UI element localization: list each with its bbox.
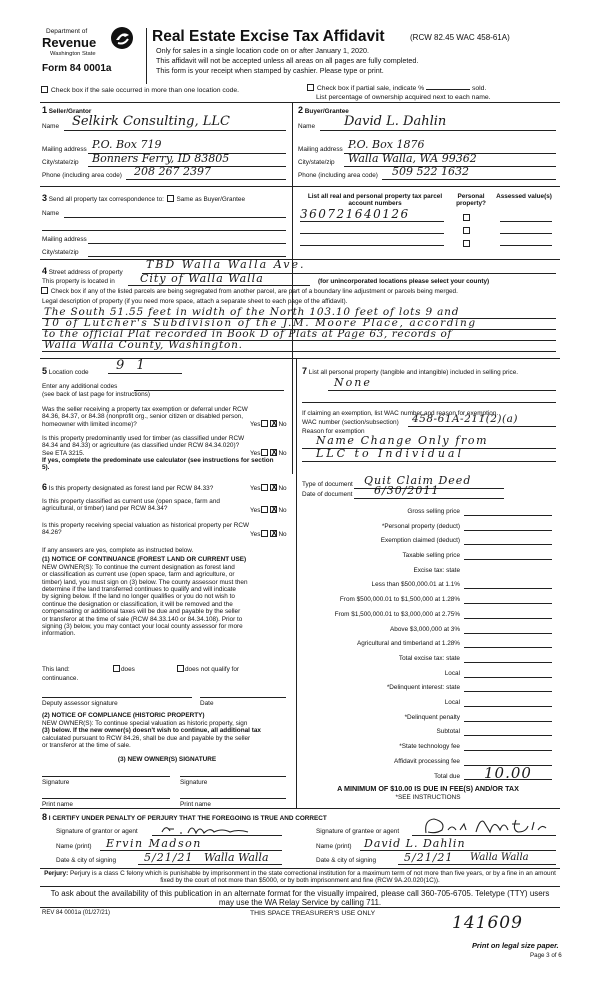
tax-row <box>298 608 560 623</box>
revenue-logo-icon <box>110 26 134 50</box>
tax-row <box>298 652 560 667</box>
parcels-col1-header: List all real and personal property tax parcel account numbers <box>307 193 443 208</box>
tax-row <box>298 696 560 711</box>
personal-property-label: 7 List all personal property (tangible and intangible) included in selling price. <box>302 366 519 376</box>
deputy-date-label: Date <box>200 700 214 707</box>
tax-row <box>298 593 560 608</box>
header-note-3: This form is your receipt when stamped by cashier. Please type or print. <box>156 66 384 75</box>
legal-line-2[interactable]: 10 of Lutcher's Subdivision of the J.M. Moore Place, according <box>44 317 477 329</box>
tax-row <box>298 623 560 638</box>
buyer-heading: 2 Buyer/Grantee <box>298 105 349 115</box>
tax-row-value[interactable] <box>464 696 552 707</box>
partial-sale-checkbox[interactable] <box>307 84 314 91</box>
current-use-yes-checkbox[interactable] <box>261 506 268 513</box>
segregation-row: Check box if any of the listed parcels are being segregated from another parcel, are part of a boundary line adjustment or parcels being merged. <box>40 287 458 295</box>
timber-question: Is this property predominantly used for timber (as classified under RCW 84.34 and 84.33) or agriculture (as classified under RCW 84.34.020)? See ETA 3215. <box>42 435 245 457</box>
tax-row <box>298 667 560 682</box>
grantee-name-label: Name (print) <box>316 843 352 850</box>
historic-no-checkbox[interactable] <box>270 530 277 537</box>
treasurer-stamp-number: 141609 <box>452 913 523 933</box>
accessibility-notice: To ask about the availability of this publication in an alternate format for the visually impaired, please call 360-705-6705. Teletype (TTY) users may use the WA Relay Service by calling 711. <box>50 889 550 908</box>
timber-yes-no: YesX No <box>250 449 287 457</box>
this-land-label: This land: <box>42 666 70 673</box>
tax-row-value[interactable] <box>464 740 552 751</box>
grantor-date[interactable]: 5/21/21 <box>144 851 194 864</box>
buyer-name-label: Name <box>298 123 316 130</box>
property-located-label: This property is located in <box>42 278 115 285</box>
seller-name[interactable]: Selkirk Consulting, LLC <box>72 114 230 129</box>
form-title-ref: (RCW 82.45 WAC 458-61A) <box>410 33 510 42</box>
continuance-line: determine if the land transferred continues to qualify and will indicate <box>42 586 236 594</box>
doc-type[interactable]: Quit Claim Deed <box>364 474 472 487</box>
grantor-name-label: Name (print) <box>56 843 92 850</box>
continuance-line: or transferor at the time of sale (RCW 84.33.140 or 84.34.108). Prior to <box>42 615 243 623</box>
grantor-signature-label: Signature of grantor or agent <box>56 828 138 835</box>
compliance-line: calculated pursuant to RCW 84.26, shall be due and payable by the seller <box>42 734 251 742</box>
additional-codes-label: Enter any additional codes <box>42 383 118 390</box>
buyer-name[interactable]: David L. Dahlin <box>344 114 447 129</box>
exemption-question: Was the seller receiving a property tax exemption or deferral under RCW 84.36, 84.37, or 84.38 (nonprofit org., senior citizen or disabled person, homeowner with limited income)? <box>42 406 248 428</box>
ownership-note: List percentage of ownership acquired next to each name. <box>316 94 491 101</box>
continuance-text <box>42 564 292 638</box>
owner-print-name-label-2: Print name <box>180 801 211 808</box>
deputy-signature-label: Deputy assessor signature <box>42 700 118 707</box>
does-checkbox[interactable] <box>113 665 120 672</box>
answers-note: If any answers are yes, complete as instructed below. <box>42 547 194 554</box>
tax-row <box>298 725 560 740</box>
tax-row <box>298 637 560 652</box>
parcels-col3-header: Assessed value(s) <box>496 193 552 200</box>
seller-city-label: City/state/zip <box>42 159 79 166</box>
legal-paper-note: Print on legal size paper. <box>472 941 559 950</box>
tax-row-label: *Personal property (deduct) <box>381 522 460 530</box>
tax-row-value[interactable] <box>464 652 552 663</box>
tax-row-label: From $1,500,000.01 to $3,000,000 at 2.75% <box>334 610 460 618</box>
treasurer-label: THIS SPACE TREASURER'S USE ONLY <box>250 910 376 917</box>
current-use-no-checkbox[interactable] <box>270 506 277 513</box>
tax-row-label: *Delinquent penalty <box>404 713 460 721</box>
see-instructions: *SEE INSTRUCTIONS <box>395 794 461 801</box>
property-street[interactable]: TBD Walla Walla Ave. <box>146 258 306 271</box>
does-not-checkbox[interactable] <box>177 665 184 672</box>
historic-question: Is this property receiving special valuation as historical property per RCW 84.26? <box>42 522 250 537</box>
personal-checkbox-2[interactable] <box>462 227 471 235</box>
exemption-yes-checkbox[interactable] <box>261 420 268 427</box>
parcel-number[interactable]: 360721640126 <box>300 207 410 221</box>
tax-row-value[interactable] <box>464 505 552 516</box>
compliance-line: (3) below. If the new owner(s) doesn't wish to continue, all additional tax <box>42 727 261 735</box>
tax-row-label: *State technology fee <box>399 743 460 750</box>
tax-row-label: Taxable selling price <box>402 552 460 560</box>
tax-row-label: Subtotal <box>436 728 460 736</box>
tax-row <box>298 740 560 755</box>
seller-mailing[interactable]: P.O. Box 719 <box>92 138 162 151</box>
property-located[interactable]: City of Walla Walla <box>140 272 264 285</box>
seller-phone-label: Phone (including area code) <box>42 172 122 179</box>
tax-row-label: *Delinquent interest: state <box>386 684 460 692</box>
personal-checkbox-1[interactable] <box>462 214 471 222</box>
tax-row-label: Above $3,000,000 at 3% <box>390 625 460 633</box>
additional-codes-note: (see back of last page for instructions) <box>42 391 150 398</box>
continuance-line: or classification as current use (open space, farm and agriculture, or <box>42 571 235 579</box>
exemption-no-checkbox[interactable] <box>270 420 277 427</box>
grantee-city[interactable]: Walla Walla <box>470 852 529 863</box>
reason-line-1[interactable]: Name Change Only from <box>316 434 489 447</box>
grantor-city[interactable]: Walla Walla <box>204 851 269 864</box>
tax-row-value[interactable] <box>464 667 552 678</box>
revision-label: REV 84 0001a (01/27/21) <box>42 910 111 916</box>
reason-line-2[interactable]: LLC to Individual <box>316 447 464 460</box>
exemption-claim-label: If claiming an exemption, list WAC number and reason for exemption. <box>302 410 499 417</box>
grantee-name[interactable]: David L. Dahlin <box>364 837 466 850</box>
tax-row-value[interactable] <box>464 711 552 722</box>
tax-row-label: Less than $500,000.01 at 1.1% <box>371 581 460 589</box>
compliance-text <box>42 720 292 749</box>
owner-print-name-label-1: Print name <box>42 801 73 808</box>
correspondence-heading: 3 Send all property tax correspondence to: Same as Buyer/Grantee <box>42 193 246 203</box>
does-option: does <box>112 665 135 673</box>
doc-type-label: Type of document <box>302 481 353 488</box>
perjury-notice: Perjury: Perjury is a class C felony which is punishable by imprisonment in the state correctional institution for a maximum term of not more than five years, or by a fine in an amount fixed by the court of not more than $5000, or by both imprisonment and fine (RCW 9A.20.020(1C)). <box>44 870 556 885</box>
continuance-word: continuance. <box>42 675 79 682</box>
tax-row-label: From $500,000.01 to $1,500,000 at 1.28% <box>339 596 460 604</box>
owner-signature-label-1: Signature <box>42 779 70 786</box>
current-use-question: Is this property classified as current use (open space, farm and agricultural, or timber) land per RCW 84.34? <box>42 498 220 513</box>
tax-row-value[interactable] <box>464 534 552 545</box>
historic-yes-no: YesX No <box>250 530 287 538</box>
same-as-buyer-checkbox[interactable] <box>167 195 174 202</box>
continuance-line: information. <box>42 630 76 638</box>
corr-mailing-label: Mailing address <box>42 236 87 243</box>
wac-label: WAC number (section/subsection) <box>302 419 399 426</box>
reason-label: Reason for exemption <box>302 428 365 435</box>
continuance-line: NEW OWNER(S): To continue the current designation as forest land <box>42 564 235 571</box>
tax-row-label: Excise tax: state <box>413 566 460 574</box>
tax-row-value[interactable] <box>464 725 552 736</box>
buyer-city[interactable]: Walla Walla, WA 99362 <box>348 152 477 165</box>
property-located-note: (for unincorporated locations please select your county) <box>318 278 490 285</box>
continuance-line: timber) land, you must sign on (3) below. The county assessor must then <box>42 578 248 586</box>
corr-city-label: City/state/zip <box>42 249 79 256</box>
forest-no-checkbox[interactable] <box>270 484 277 491</box>
current-use-yes-no: YesX No <box>250 506 287 514</box>
seller-mailing-label: Mailing address <box>42 146 87 153</box>
grantor-name[interactable]: Ervin Madson <box>106 837 202 850</box>
tax-row <box>298 549 560 564</box>
seller-heading: 1 Seller/Grantor <box>42 105 92 115</box>
agency-logo <box>38 22 138 84</box>
tax-row-value[interactable] <box>464 608 552 619</box>
timber-no-checkbox[interactable] <box>270 449 277 456</box>
multi-location-row: Check box if the sale occurred in more than one location code. <box>40 86 239 95</box>
tax-row-label: Affidavit processing fee <box>394 757 460 765</box>
tax-row-value[interactable] <box>464 549 552 560</box>
parcels-col2-header: Personal property? <box>456 193 486 208</box>
buyer-mailing[interactable]: P.O. Box 1876 <box>348 138 425 151</box>
tax-row-label: Agricultural and timberland at 1.28% <box>356 640 460 648</box>
grantor-signature[interactable] <box>158 822 278 836</box>
header-note-1: Only for sales in a single location code on or after January 1, 2020. <box>156 46 369 55</box>
tax-row-label: Total due <box>434 773 460 781</box>
tax-row <box>298 564 560 579</box>
timber-yes-checkbox[interactable] <box>261 449 268 456</box>
tax-row-value[interactable] <box>464 578 552 589</box>
location-code-label: 5 Location code <box>42 366 89 376</box>
grantee-signature-label: Signature of grantee or agent <box>316 828 400 835</box>
continuance-line: by signing below. If the land no longer qualifies or you do not wish to <box>42 593 235 601</box>
state-line: Washington State <box>50 51 96 57</box>
continuance-line: compensating or additional taxes will be due and payable by the seller <box>42 608 241 616</box>
continuance-title: (1) NOTICE OF CONTINUANCE (FOREST LAND OR CURRENT USE) <box>42 556 247 563</box>
header-note-2: This affidavit will not be accepted unless all areas on all pages are fully completed. <box>156 56 419 65</box>
compliance-line: or transferor at the time of sale. <box>42 742 131 750</box>
buyer-phone[interactable]: 509 522 1632 <box>392 165 469 178</box>
grantor-date-city-label: Date & city of signing <box>56 857 117 864</box>
tax-row-total <box>298 764 560 785</box>
tax-row-label: Local <box>444 698 460 706</box>
form-title: Real Estate Excise Tax Affidavit <box>152 28 385 45</box>
calculator-note: If yes, complete the predominate use calculator (see instructions for section 5). <box>42 457 274 472</box>
compliance-title: (2) NOTICE OF COMPLIANCE (HISTORIC PROPERTY) <box>42 712 205 719</box>
buyer-city-label: City/state/zip <box>298 159 335 166</box>
tax-row <box>298 505 560 520</box>
new-owner-signature-title: (3) NEW OWNER(S) SIGNATURE <box>117 756 217 763</box>
partial-sale-row: Check box if partial sale, indicate % sold. <box>306 84 486 93</box>
revenue-wordmark: Revenue <box>42 35 97 50</box>
tax-row-value[interactable] <box>464 520 552 531</box>
property-street-label: 4 Street address of property <box>42 266 123 276</box>
continuance-line: continue the designation or classification, it will be removed and the <box>42 600 233 608</box>
tax-row-label: Local <box>444 669 460 677</box>
continuance-line: signing (3) below, you may contact your local county assessor for more <box>42 622 243 630</box>
forest-yes-checkbox[interactable] <box>261 484 268 491</box>
grantee-signature[interactable] <box>420 816 550 836</box>
buyer-phone-label: Phone (including area code) <box>298 172 378 179</box>
tax-row-value[interactable] <box>464 623 552 634</box>
tax-row-label: Gross selling price <box>407 508 460 515</box>
tax-row <box>298 681 560 696</box>
owner-signature-label-2: Signature <box>180 779 208 786</box>
partial-sale-percent[interactable] <box>426 89 470 90</box>
does-not-option: does not qualify for <box>176 665 239 673</box>
tax-row-value[interactable] <box>464 681 552 692</box>
compliance-line: NEW OWNER(S): To continue special valuation as historic property, sign <box>42 720 248 727</box>
tax-row-value[interactable] <box>464 637 552 648</box>
grantee-date[interactable]: 5/21/21 <box>404 851 454 864</box>
seller-name-label: Name <box>42 123 60 130</box>
grantee-date-city-label: Date & city of signing <box>316 857 377 864</box>
legal-line-4[interactable]: Walla Walla County, Washington. <box>44 339 243 351</box>
tax-row-label: Exemption claimed (deduct) <box>380 537 460 545</box>
historic-yes-checkbox[interactable] <box>261 530 268 537</box>
tax-row <box>298 520 560 535</box>
personal-property-value[interactable]: None <box>334 376 372 389</box>
personal-checkbox-3[interactable] <box>462 240 471 248</box>
seller-city[interactable]: Bonners Ferry, ID 83805 <box>92 152 230 165</box>
page-number: Page 3 of 6 <box>530 952 562 959</box>
legal-label: Legal description of property (if you need more space, attach a separate sheet to each page of the affidavit). <box>42 298 348 305</box>
doc-date[interactable]: 6/30/2011 <box>374 484 440 497</box>
tax-row-value[interactable] <box>464 593 552 604</box>
corr-name-label: Name <box>42 210 60 217</box>
forest-question: 6 Is this property designated as forest land per RCW 84.33? <box>42 482 214 492</box>
tax-row-label: Total excise tax: state <box>398 654 460 662</box>
multi-location-checkbox[interactable] <box>41 86 48 93</box>
dept-line: Department of <box>46 28 88 35</box>
legal-line-1[interactable]: The South 51.55 feet in width of the North 103.10 feet of lots 9 and <box>44 306 460 318</box>
location-code[interactable]: 9 1 <box>116 358 149 373</box>
seller-phone[interactable]: 208 267 2397 <box>134 165 211 178</box>
exemption-yes-no: YesX No <box>250 420 287 428</box>
tax-row <box>298 578 560 593</box>
segregation-checkbox[interactable] <box>41 287 48 294</box>
total-due-value[interactable]: 10.00 <box>464 765 552 780</box>
tax-row <box>298 711 560 726</box>
form-number: Form 84 0001a <box>42 63 112 74</box>
tax-row <box>298 534 560 549</box>
tax-table <box>298 505 560 785</box>
wac-value[interactable]: 458-61A-211(2)(a) <box>412 413 518 425</box>
minimum-due-notice: A MINIMUM OF $10.00 IS DUE IN FEE(S) AND/OR TAX <box>337 784 519 793</box>
doc-date-label: Date of document <box>302 491 353 498</box>
forest-yes-no: YesX No <box>250 484 287 492</box>
buyer-mailing-label: Mailing address <box>298 146 343 153</box>
certify-heading: 8 I CERTIFY UNDER PENALTY OF PERJURY THAT THE FOREGOING IS TRUE AND CORRECT <box>42 812 327 822</box>
legal-line-3[interactable]: to the official Plat recorded in Book D of Plats at Page 63, records of <box>44 328 452 340</box>
